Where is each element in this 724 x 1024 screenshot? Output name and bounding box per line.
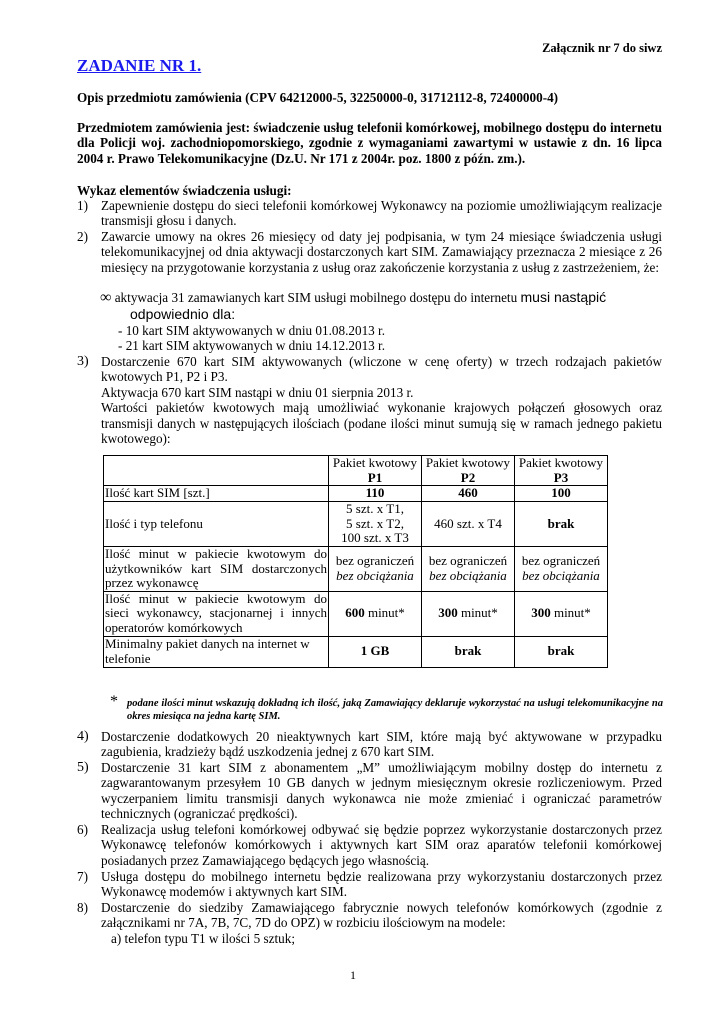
item-text: Usługa dostępu do mobilnego internetu będzie realizowana przy wykorzystaniu dostarczonych przez Wykonawcę modemów i aktywnych kart SIM. xyxy=(101,869,662,900)
package-table xyxy=(103,455,608,668)
header-p1 xyxy=(329,456,422,486)
bullet-tail-2: odpowiednio dla: xyxy=(130,306,236,322)
cell-p1 xyxy=(329,591,422,636)
item-text: Zawarcie umowy na okres 26 miesięcy od daty jej podpisania, w tym 24 miesiące świadczenia usługi telekomunikacyjnej od dnia aktywacji dostarczonych kart SIM. Zamawiający przeznacza 2 miesiące z 26 miesięcy na przygotowanie korzystania z usług oraz zakończenie korzystania z usług z zastrzeżeniem, że: xyxy=(101,229,662,275)
order-description: Opis przedmiotu zamówienia (CPV 64212000-5, 32250000-0, 31712112-8, 72400000-4) xyxy=(77,90,559,105)
dash-item-1: - 10 kart SIM aktywowanych w dniu 01.08.2013 r. xyxy=(118,323,386,338)
table-row-minutes-other xyxy=(104,591,608,636)
header-p3-code: P3 xyxy=(553,469,569,485)
row-label: Ilość i typ telefonu xyxy=(104,502,329,547)
list-item-6 xyxy=(77,822,662,868)
minutes-value: 600 xyxy=(345,605,365,621)
footnote-text: podane ilości minut wskazują dokładną ich ilość, jaką Zamawiający deklaruje wykorzystać na usługi telekomunikacyjne na okres miesiąca na jedna kartę SIM. xyxy=(127,698,663,722)
item-text: Realizacja usług telefoni komórkowej odbywać się będzie poprzez wykorzystanie dostarczonych przez Wykonawcę telefonów komórkowych i aktywnych kart SIM oraz aparatów telefonii komórkowej posiadanych przez Zamawiającego będących jego własnością. xyxy=(101,822,662,868)
item-text: Dostarczenie 31 kart SIM z abonamentem „M” umożliwiającym mobilny dostęp do internetu z zagwarantowanym przesyłem 10 GB danych w jednym miesięcznym okresie rozliczeniowym. Przed wyczerpaniem limitu transmisji danych wykonawca nie może zmieniać i ograniczać parametrów technicznych (ograniczać prędkości). xyxy=(101,760,662,822)
row-label: Ilość minut w pakiecie kwotowym do użytkowników kart SIM dostarczonych przez wykonawcę xyxy=(105,545,327,591)
item-sub-a: a) telefon typu T1 w ilości 5 sztuk; xyxy=(111,930,295,946)
minutes-unit: minut* xyxy=(460,605,498,621)
item-number: 6) xyxy=(77,822,88,837)
phone-t1: 5 szt. x T1, xyxy=(346,501,404,517)
cell-p3: 100 xyxy=(515,486,608,502)
bullet-text: aktywacja 31 zamawianych kart SIM usługi mobilnego dostępu do internetu xyxy=(114,290,518,305)
dash-item-2: - 21 kart SIM aktywowanych w dniu 14.12.2013 r. xyxy=(118,338,386,353)
item-number: 8) xyxy=(77,900,88,915)
table-row-sim xyxy=(104,486,608,502)
cell-p1 xyxy=(329,502,422,547)
cell-p3 xyxy=(515,591,608,636)
cell-p3: brak xyxy=(515,502,608,547)
cell-p1 xyxy=(329,546,422,591)
row-label: Ilość minut w pakiecie kwotowym do sieci wykonawcy, stacjonarnej i innych operatorów komórkowych xyxy=(105,590,327,635)
table-row-minutes-own xyxy=(104,546,608,591)
minutes-value: 300 xyxy=(438,605,458,621)
item-number: 5) xyxy=(77,760,89,775)
cell-p3: brak xyxy=(515,636,608,667)
header-p3-label: Pakiet kwotowy xyxy=(518,455,604,470)
attachment-label: Załącznik nr 7 do siwz xyxy=(542,41,662,55)
minutes-unit: minut* xyxy=(367,605,405,621)
item-number: 1) xyxy=(77,198,88,213)
row-label: Ilość kart SIM [szt.] xyxy=(104,486,329,502)
table-header-row xyxy=(104,456,608,486)
footnote-star: * xyxy=(110,693,118,710)
page-number: 1 xyxy=(350,968,356,982)
table-row-data xyxy=(104,636,608,667)
item-number: 7) xyxy=(77,869,88,884)
bullet-activation xyxy=(100,290,665,305)
list-item-1 xyxy=(77,198,662,229)
cell-p2 xyxy=(422,546,515,591)
list-item-7 xyxy=(77,869,662,900)
cell-p2 xyxy=(422,591,515,636)
cell-p1: 1 GB xyxy=(329,636,422,667)
no-charge: bez obciążania xyxy=(336,567,414,583)
item-text: Dostarczenie do siedziby Zamawiającego fabrycznie nowych telefonów komórkowych (zgodnie z załącznikami nr 7A, 7B, 7C, 7D do OPZ) w rozbiciu ilościowym na modele: xyxy=(101,900,662,931)
list-item-2 xyxy=(77,229,662,275)
phone-t2: 5 szt. x T2, xyxy=(346,515,404,531)
row-label: Minimalny pakiet danych na internet w telefonie xyxy=(104,636,329,667)
header-p3 xyxy=(515,456,608,486)
table-row-phone xyxy=(104,502,608,547)
bullet-tail: musi nastąpić xyxy=(520,289,607,305)
item-text-values: Wartości pakietów kwotowych mają umożliwiać wykonanie krajowych połączeń głosowych oraz transmisji danych w następujących ilościach (podane ilości minut sumują się w ramach jednego pakietu kwotowego): xyxy=(101,400,662,447)
header-p1-code: P1 xyxy=(367,469,383,485)
infinity-bullet-icon: ∞ xyxy=(100,289,112,306)
list-item-8 xyxy=(77,900,662,946)
list-item-5 xyxy=(77,760,662,822)
cell-p1: 110 xyxy=(329,486,422,502)
item-text: Dostarczenie 670 kart SIM aktywowanych (wliczone w cenę oferty) w trzech rodzajach pakietów kwotowych P1, P2 i P3. xyxy=(101,354,662,385)
footnote xyxy=(110,693,663,723)
header-p2-label: Pakiet kwotowy xyxy=(425,455,511,470)
item-text-activation: Aktywacja 670 kart SIM nastąpi w dniu 01 sierpnia 2013 r. xyxy=(101,384,414,400)
header-p2 xyxy=(422,456,515,486)
cell-p2: 460 szt. x T4 xyxy=(422,502,515,547)
no-charge: bez obciążania xyxy=(429,567,507,583)
order-subject: Przedmiotem zamówienia jest: świadczenie usług telefonii komórkowej, mobilnego dostępu do internetu dla Policji woj. zachodniopomorskiego, zgodnie z wymaganiami zawartymi w ustawie z dn. 16 lipca 2004 r. Prawo Telekomunikacyjne (Dz.U. Nr 171 z 2004r. poz. 1800 z późn. zm.). xyxy=(77,120,662,166)
cell-p2: 460 xyxy=(422,486,515,502)
cell-p2: brak xyxy=(422,636,515,667)
phone-t3: 100 szt. x T3 xyxy=(341,530,409,546)
item-text: Zapewnienie dostępu do sieci telefonii komórkowej Wykonawcy na poziomie umożliwiającym realizacje transmisji głosu i danych. xyxy=(101,198,662,229)
item-number: 2) xyxy=(77,229,88,244)
header-p2-code: P2 xyxy=(460,469,476,485)
item-number: 4) xyxy=(77,729,89,744)
item-text: Dostarczenie dodatkowych 20 nieaktywnych kart SIM, które mają być aktywowane w przypadku zagubienia, kradzieży bądź uszkodzenia jednej z 670 kart SIM. xyxy=(101,729,662,760)
minutes-unit: minut* xyxy=(553,605,591,621)
cell-p3 xyxy=(515,546,608,591)
unlimited: bez ograniczeń xyxy=(335,553,415,569)
no-charge: bez obciążania xyxy=(522,567,600,583)
item-number: 3) xyxy=(77,354,89,369)
list-heading: Wykaz elementów świadczenia usługi: xyxy=(77,183,292,198)
header-p1-label: Pakiet kwotowy xyxy=(332,455,418,470)
list-item-3 xyxy=(77,354,662,446)
unlimited: bez ograniczeń xyxy=(521,553,601,569)
page-title: ZADANIE NR 1. xyxy=(77,56,202,75)
minutes-value: 300 xyxy=(531,605,551,621)
unlimited: bez ograniczeń xyxy=(428,553,508,569)
list-item-4 xyxy=(77,729,662,760)
table-corner-cell xyxy=(104,456,329,486)
